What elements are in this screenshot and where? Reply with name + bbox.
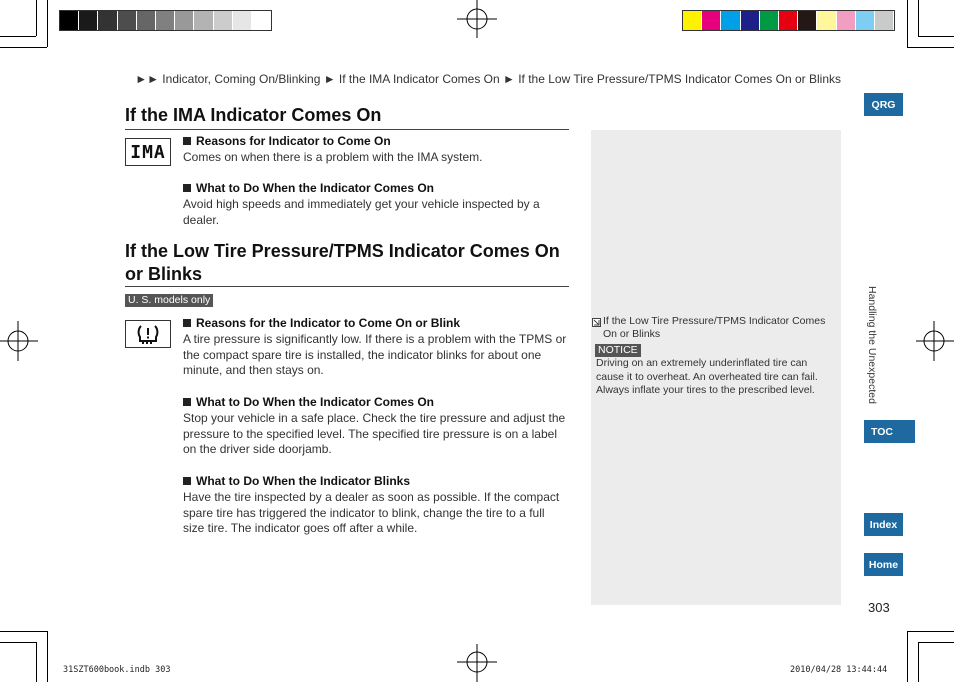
color-swatch: [856, 11, 875, 30]
gray-swatch: [98, 11, 117, 30]
color-swatch: [779, 11, 798, 30]
note-marker-icon: [592, 318, 601, 327]
color-bar: [682, 10, 895, 31]
tire-pressure-warning-icon-glyph: [135, 323, 161, 345]
home-button[interactable]: Home: [864, 553, 903, 576]
footer-timestamp: 2010/04/28 13:44:44: [790, 665, 888, 675]
body-text: A tire pressure is significantly low. If there is a problem with the TPMS or the compact spare tire is installed, the indicator blinks for about one minute, and then stays on.: [183, 332, 567, 377]
gray-swatch: [252, 11, 271, 30]
color-swatch: [817, 11, 836, 30]
gray-swatch: [79, 11, 98, 30]
chapter-label: Handling the Unexpected: [866, 286, 878, 404]
section-title-ima: If the IMA Indicator Comes On: [125, 105, 382, 125]
footer-file: 31SZT600book.indb 303: [63, 665, 171, 675]
page-number: 303: [868, 600, 890, 615]
notice-text: Driving on an extremely underinflated tire can cause it to overheat. An overheated tire can fail. Always inflate your tires to the prescribed level.: [596, 357, 818, 396]
gray-swatch: [175, 11, 194, 30]
gray-swatch: [137, 11, 156, 30]
reasons-heading: Reasons for Indicator to Come On: [196, 134, 391, 148]
tire-pressure-warning-icon: [125, 320, 171, 348]
models-tag: U. S. models only: [125, 294, 213, 307]
subheading: [183, 134, 391, 148]
registration-mark-left: [0, 321, 40, 361]
todo-heading: What to Do When the Indicator Comes On: [196, 181, 434, 195]
bullet-square-icon: [183, 477, 191, 485]
blinks-heading: What to Do When the Indicator Blinks: [196, 474, 410, 488]
color-swatch: [741, 11, 760, 30]
section-title-tpms: If the Low Tire Pressure/TPMS Indicator Comes On or Blinks: [125, 241, 560, 284]
color-swatch: [683, 11, 702, 30]
subheading: [183, 474, 410, 488]
color-swatch: [837, 11, 856, 30]
ima-indicator-icon: [125, 138, 171, 166]
notice-label: NOTICE: [595, 344, 641, 357]
registration-mark-bottom: [457, 642, 497, 682]
registration-mark-right: [914, 321, 954, 361]
note-title: If the Low Tire Pressure/TPMS Indicator Comes On or Blinks: [603, 315, 826, 340]
bullet-square-icon: [183, 137, 191, 145]
reasons-heading: Reasons for the Indicator to Come On or Blink: [196, 316, 461, 330]
body-text: Comes on when there is a problem with the IMA system.: [183, 150, 483, 164]
color-swatch: [702, 11, 721, 30]
bullet-square-icon: [183, 184, 191, 192]
color-swatch: [875, 11, 894, 30]
color-swatch: [798, 11, 817, 30]
toc-button[interactable]: TOC: [864, 420, 915, 443]
body-text: Have the tire inspected by a dealer as soon as possible. If the compact spare tire has triggered the indicator to blink, change the tire to a full size tire. The indicator goes off after a while.: [183, 490, 560, 535]
section-divider: [125, 129, 569, 130]
gray-swatch: [156, 11, 175, 30]
gray-swatch: [60, 11, 79, 30]
grayscale-bar: [59, 10, 272, 31]
index-button[interactable]: Index: [864, 513, 903, 536]
gray-swatch: [233, 11, 252, 30]
color-swatch: [760, 11, 779, 30]
subheading: [183, 181, 434, 195]
registration-mark-top: [457, 0, 497, 40]
qrg-button[interactable]: QRG: [864, 93, 903, 116]
gray-swatch: [214, 11, 233, 30]
color-swatch: [721, 11, 740, 30]
bullet-square-icon: [183, 319, 191, 327]
comes-on-heading: What to Do When the Indicator Comes On: [196, 395, 434, 409]
gray-swatch: [118, 11, 137, 30]
body-text: Avoid high speeds and immediately get your vehicle inspected by a dealer.: [183, 197, 540, 227]
ima-indicator-label: IMA: [130, 141, 166, 163]
gray-swatch: [194, 11, 213, 30]
section-divider: [125, 286, 569, 287]
subheading: [183, 316, 460, 330]
breadcrumb[interactable]: ►► Indicator, Coming On/Blinking ► If the IMA Indicator Comes On ► If the Low Tire Pressure/TPMS Indicator Comes On or Blinks: [135, 72, 841, 86]
subheading: [183, 395, 434, 409]
bullet-square-icon: [183, 398, 191, 406]
body-text: Stop your vehicle in a safe place. Check the tire pressure and adjust the pressure to the specified level. The specified tire pressure is on a label on the driver side doorjamb.: [183, 411, 566, 456]
